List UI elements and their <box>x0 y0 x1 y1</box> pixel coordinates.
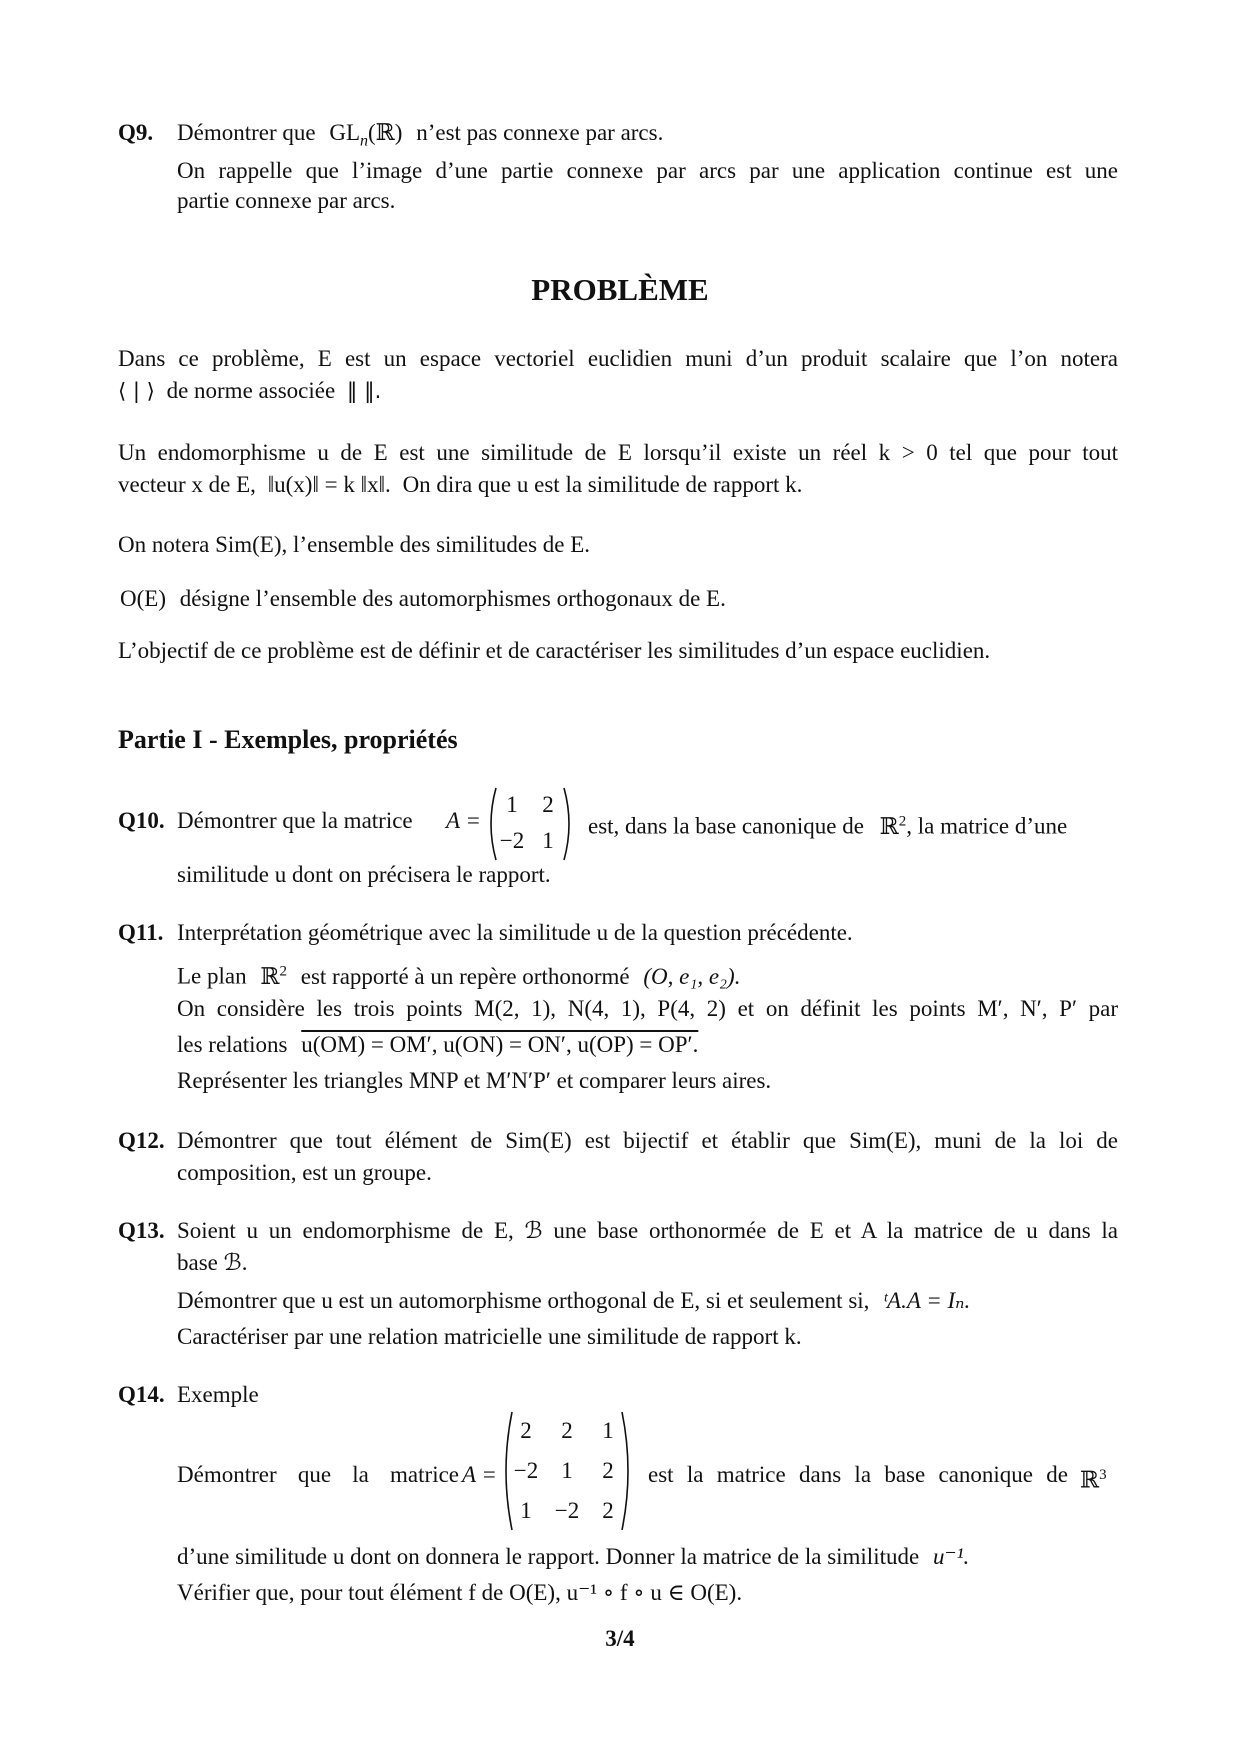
q11-line2 <box>177 956 740 992</box>
q11-frame: (O, e₁, e₂). <box>643 963 741 989</box>
q14-inverse-symbol: u⁻¹. <box>932 1544 970 1569</box>
q13-line1: Soient u un endomorphisme de E, ℬ une base orthonormée de E et A la matrice de u dans la <box>177 1218 1118 1243</box>
q14-text-b: est la matrice dans la base canonique de <box>648 1462 1068 1487</box>
question-number-q14: Q14. <box>118 1382 165 1407</box>
matrix-cell: 1 <box>506 792 518 817</box>
matrix-cell: −2 <box>499 828 525 853</box>
norm-symbol: ‖ ‖. <box>346 379 382 403</box>
question-number-q11: Q11. <box>118 920 164 945</box>
q14-line4: Vérifier que, pour tout élément f de O(E), u⁻¹ ∘ f ∘ u ∈ O(E). <box>177 1580 743 1605</box>
q10-base-text: est, dans la base canonique de <box>588 813 864 839</box>
matrix-cell: 1 <box>520 1498 532 1523</box>
q14-line3 <box>177 1542 969 1572</box>
q9-text-b: n’est pas connexe par arcs. <box>416 120 664 145</box>
q13-orthogonal-relation: ᵗA.A = Iₙ. <box>883 1288 971 1313</box>
matrix-cell: 2 <box>542 792 554 817</box>
part-1-heading: Partie I - Exemples, propriétés <box>118 725 458 754</box>
similitude-definition-line2 <box>118 470 802 500</box>
orthogonal-group-definition <box>120 584 726 614</box>
def-norm-equation: ‖u(x)‖ = k ‖x‖. <box>267 472 391 497</box>
matrix-cell: 1 <box>542 828 554 853</box>
problem-title: PROBLÈME <box>531 272 709 307</box>
q11-space-symbol: ℝ$^2$ <box>260 963 287 989</box>
q11-line1: Interprétation géométrique avec la similitude u de la question précédente. <box>177 920 853 945</box>
q10-space-symbol: ℝ$^2$ <box>879 813 907 839</box>
question-number-q13: Q13. <box>118 1218 165 1243</box>
q14-text-c: d’une similitude u dont on donnera le rapport. Donner la matrice de la similitude <box>177 1544 920 1569</box>
q13-line2: base ℬ. <box>177 1250 248 1275</box>
orthogonal-group-text: désigne l’ensemble des automorphismes orthogonaux de E. <box>179 586 726 611</box>
q14-text-a: Démontrer que la matrice <box>177 1462 459 1487</box>
q12-line1: Démontrer que tout élément de Sim(E) est bijectif et établir que Sim(E), muni de la loi de <box>177 1128 1118 1153</box>
q11-text-b: est rapporté à un repère orthonormé <box>300 963 630 989</box>
page-number: 3/4 <box>605 1626 635 1651</box>
q10-text-a: Démontrer que la matrice <box>177 808 413 833</box>
q10-matrix-label: A = <box>446 808 481 833</box>
sim-notation: On notera Sim(E), l’ensemble des similitudes de E. <box>118 532 591 557</box>
q9-statement <box>177 118 663 157</box>
q11-vector-relations: u(OM) = OM′, u(ON) = ON′, u(OP) = OP′. <box>301 1032 699 1057</box>
q10-text-b <box>588 806 1067 842</box>
similitude-definition-line1: Un endomorphisme u de E est une similitude de E lorsqu’il existe un réel k > 0 tel que pour tout <box>118 440 1118 465</box>
matrix-cell: −2 <box>554 1498 580 1523</box>
def-text-a: vecteur x de E, <box>118 472 256 497</box>
matrix-cell: −2 <box>513 1458 539 1483</box>
q13-text: Démontrer que u est un automorphisme orthogonal de E, si et seulement si, <box>177 1288 870 1313</box>
q13-line4: Caractériser par une relation matricielle une similitude de rapport k. <box>177 1324 802 1349</box>
q12-line2: composition, est un groupe. <box>177 1160 432 1185</box>
q10-matrix <box>484 786 576 862</box>
matrix-cell: 1 <box>561 1458 573 1483</box>
norm-text: de norme associée <box>166 378 336 403</box>
q14-matrix-label: A = <box>462 1462 497 1487</box>
scalar-product-symbol: ⟨ | ⟩ <box>118 379 155 403</box>
q9-reminder-line2: partie connexe par arcs. <box>177 188 396 213</box>
intro-paragraph-line1: Dans ce problème, E est un espace vectoriel euclidien muni d’un produit scalaire que l’on notera <box>118 346 1118 371</box>
q13-line3 <box>177 1286 970 1316</box>
q9-reminder-line1: On rappelle que l’image d’une partie connexe par arcs par une application continue est une <box>177 158 1118 183</box>
matrix-cell: 1 <box>602 1418 614 1443</box>
q11-relations-label: les relations <box>177 1032 288 1057</box>
q11-line4 <box>177 1030 698 1060</box>
q11-text-a: Le plan <box>177 963 247 989</box>
q9-text-a: Démontrer que <box>177 120 316 145</box>
matrix-cell: 2 <box>561 1418 573 1443</box>
intro-paragraph-line2 <box>118 376 381 406</box>
q11-line5: Représenter les triangles MNP et M′N′P′ et comparer leurs aires. <box>177 1068 772 1093</box>
matrix-cell: 2 <box>602 1498 614 1523</box>
matrix-cell: 2 <box>520 1418 532 1443</box>
q14-space-symbol: ℝ$^3$ <box>1080 1467 1107 1493</box>
matrix-cell: 2 <box>602 1458 614 1483</box>
q10-text-c: , la matrice d’une <box>906 813 1068 839</box>
q10-line2: similitude u dont on précisera le rapport. <box>177 862 551 887</box>
def-text-b: On dira que u est la similitude de rapport k. <box>402 472 803 497</box>
question-number-q9: Q9. <box>118 120 154 145</box>
problem-objective: L’objectif de ce problème est de définir et de caractériser les similitudes d’un espace euclidien. <box>118 638 991 663</box>
q14-line1: Exemple <box>177 1382 259 1407</box>
question-number-q10: Q10. <box>118 808 165 833</box>
orthogonal-group-symbol: O(E) <box>120 586 166 611</box>
question-number-q12: Q12. <box>118 1128 165 1153</box>
q14-matrix <box>498 1410 636 1532</box>
q9-gl-symbol: $GL_n(ℝ)$ <box>329 120 403 150</box>
q11-line3: On considère les trois points M(2, 1), N(4, 1), P(4, 2) et on définit les points M′, N′, P′ par <box>177 996 1118 1021</box>
